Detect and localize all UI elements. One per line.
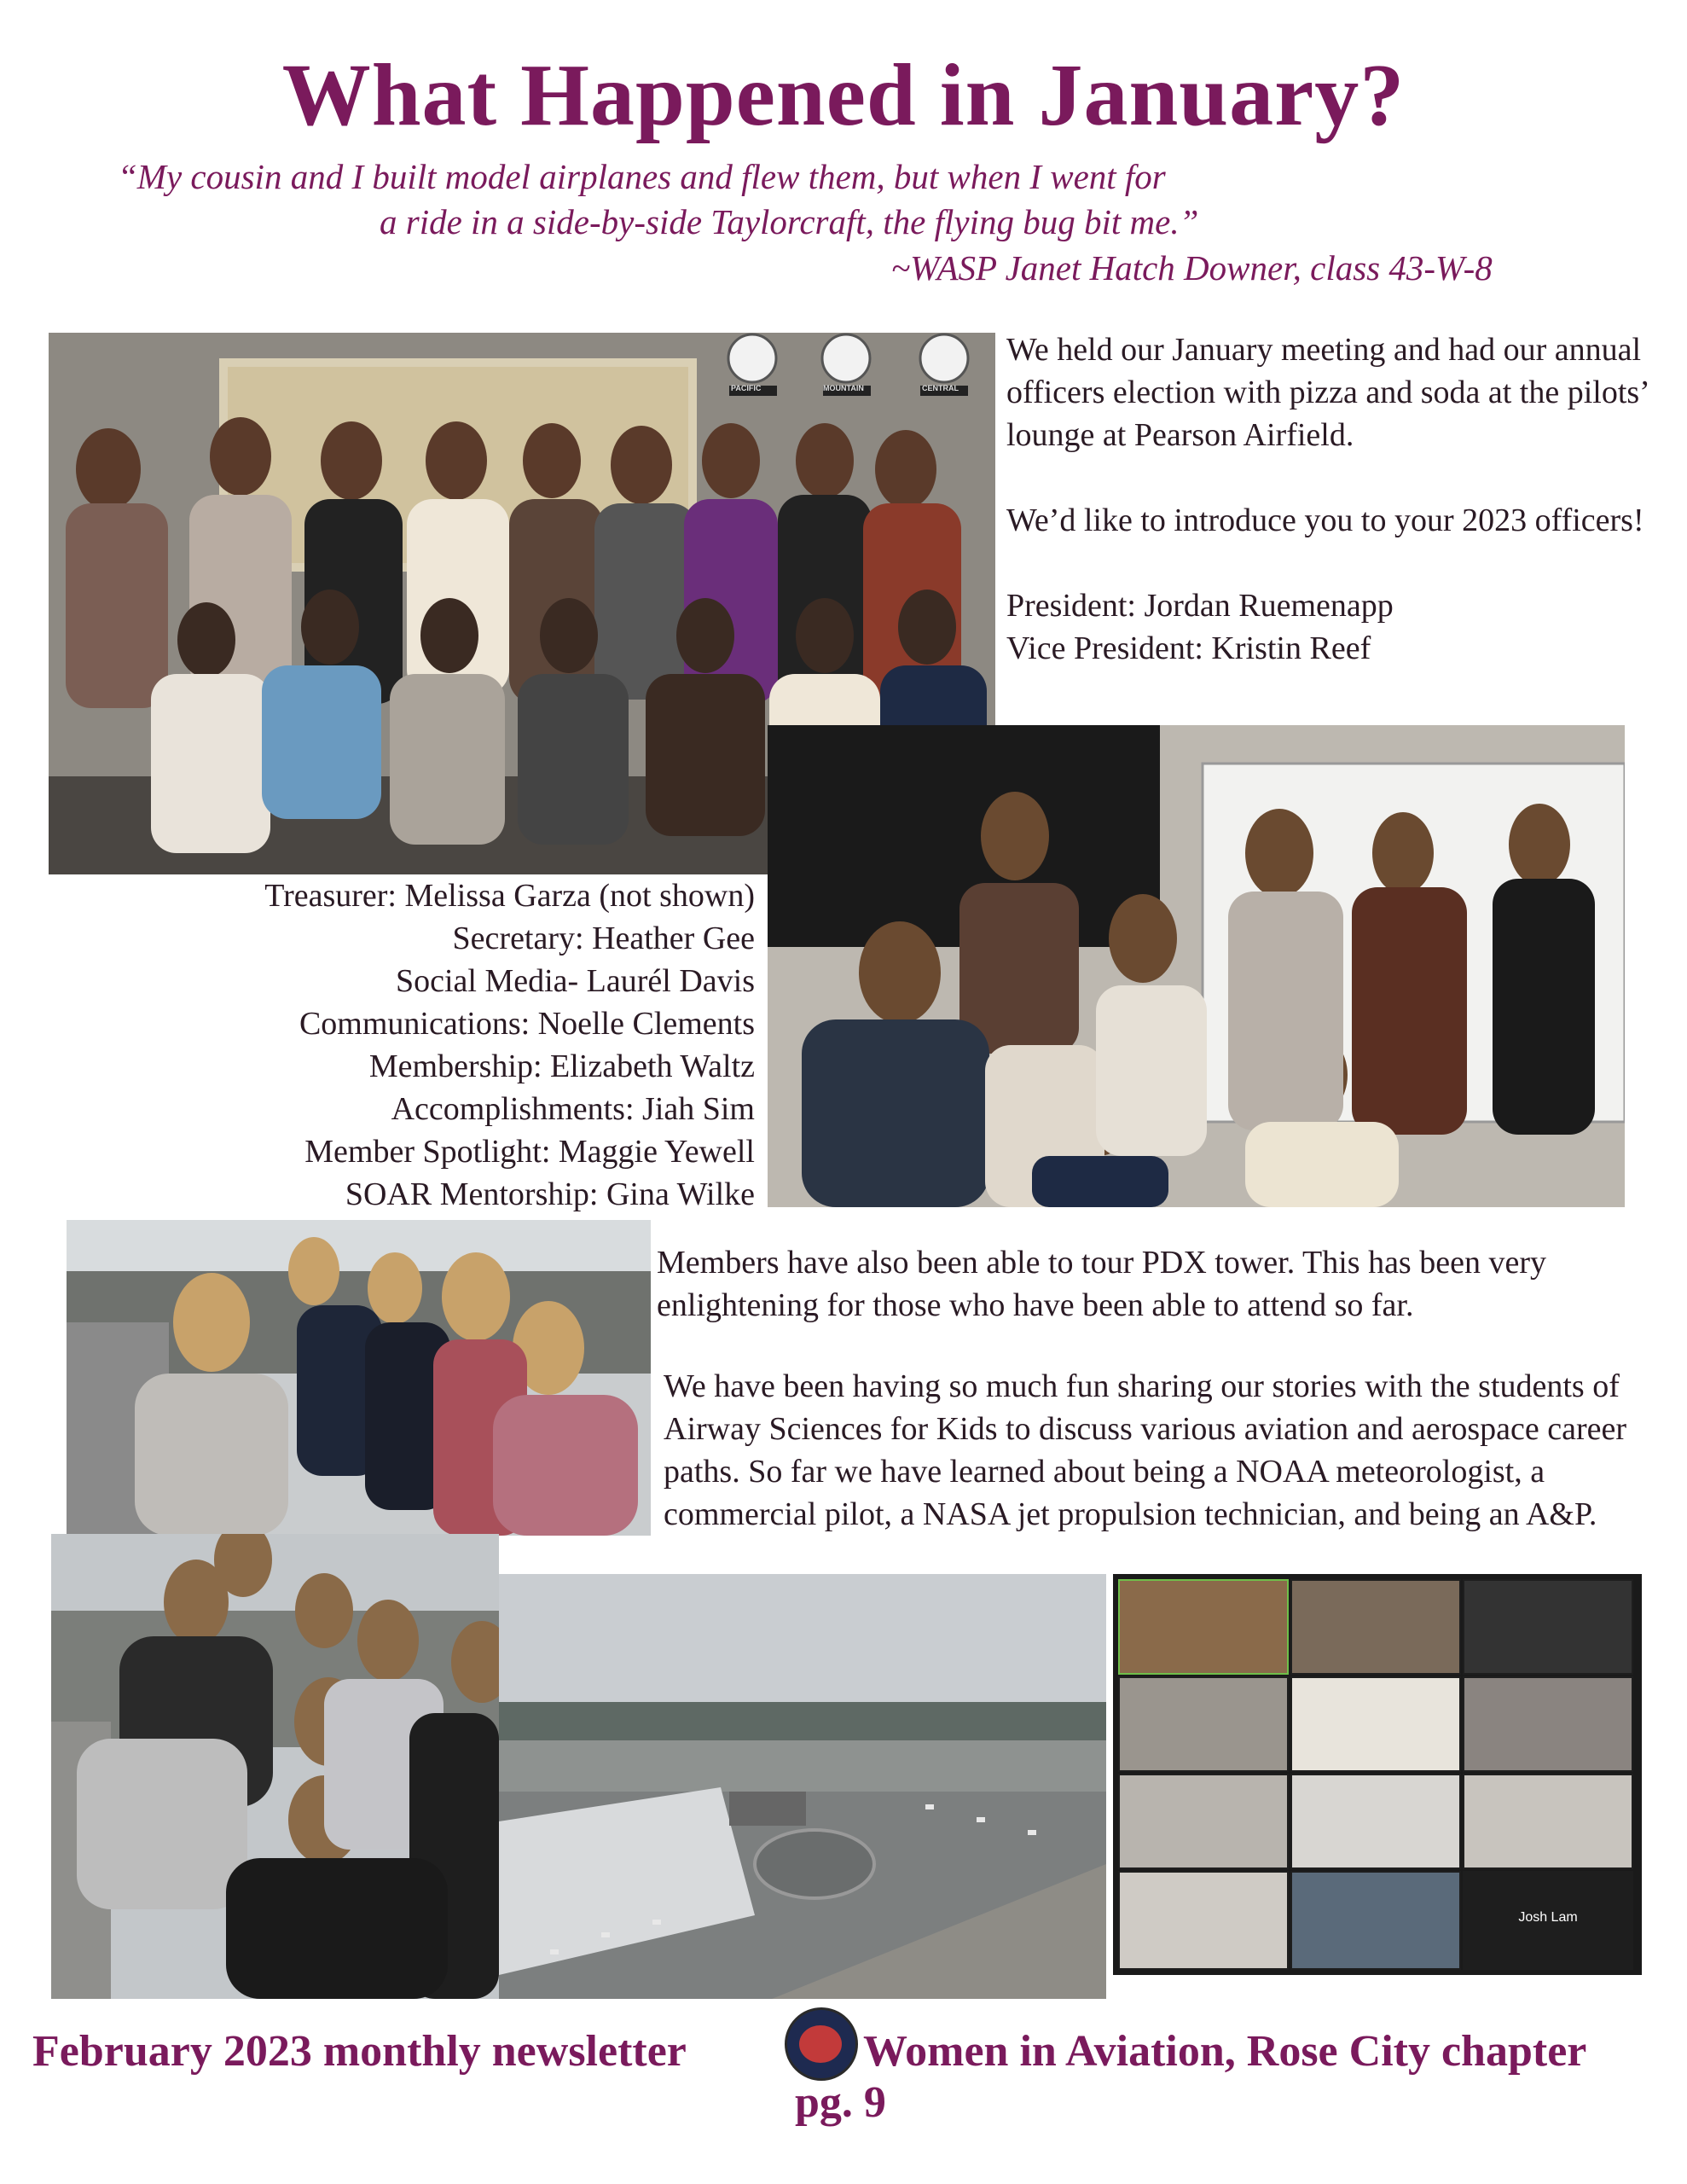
officers-list [128, 874, 755, 1216]
tower-photo-2 [51, 1534, 499, 1999]
page-title: What Happened in January? [281, 46, 1406, 144]
zoom-tile [1463, 1579, 1633, 1675]
zoom-tile [1118, 1871, 1289, 1970]
zoom-tile [1290, 1774, 1461, 1869]
quote-attribution: ~WASP Janet Hatch Downer, class 43-W-8 [891, 248, 1493, 288]
clock-label-central: CENTRAL [922, 384, 959, 392]
intro-text [1006, 328, 1655, 670]
zoom-tile [1290, 1871, 1461, 1970]
officer-secretary: Secretary: Heather Gee [452, 921, 755, 956]
officer-member-spotlight: Member Spotlight: Maggie Yewell [304, 1134, 755, 1170]
zoom-tile [1118, 1579, 1289, 1675]
clock-label-pacific: PACIFIC [731, 384, 762, 392]
chapter-logo [785, 2007, 858, 2081]
airport-aerial-photo [499, 1574, 1106, 1999]
zoom-tile-josh-lam [1463, 1871, 1633, 1970]
intro-paragraph-2: We’d like to introduce you to your 2023 officers! [1006, 502, 1644, 538]
zoom-participant-name: Josh Lam [1518, 1910, 1578, 1925]
officer-soar-mentorship: SOAR Mentorship: Gina Wilke [345, 1176, 755, 1212]
group-photo-classroom [768, 725, 1625, 1207]
quote-line-1: “My cousin and I built model airplanes and flew them, but when I went for [118, 157, 1166, 196]
officer-social-media: Social Media- Laurél Davis [395, 963, 755, 999]
zoom-call-screenshot [1113, 1574, 1642, 1975]
officer-treasurer: Treasurer: Melissa Garza (not shown) [264, 878, 755, 914]
zoom-tile [1118, 1774, 1289, 1869]
tower-paragraph-2: We have been having so much fun sharing our stories with the students of Airway Sciences for Kids to discuss various aviation and aerospace career paths. So far we have learned about being a NOAA meteorologist, a commercial pilot, a NASA jet propulsion technician, and being an A&P. [664, 1368, 1627, 1532]
vice-president-line: Vice President: Kristin Reef [1006, 630, 1371, 666]
zoom-tile [1290, 1676, 1461, 1772]
quote-line-2: a ride in a side-by-side Taylorcraft, the flying bug bit me.” [380, 202, 1199, 241]
zoom-tile [1463, 1676, 1633, 1772]
officer-accomplishments: Accomplishments: Jiah Sim [391, 1091, 755, 1127]
officer-communications: Communications: Noelle Clements [299, 1006, 755, 1042]
zoom-tile [1118, 1676, 1289, 1772]
intro-paragraph-1: We held our January meeting and had our annual officers election with pizza and soda at the pilots’ lounge at Pearson Airfield. [1006, 332, 1649, 453]
tower-paragraph-1: Members have also been able to tour PDX tower. This has been very enlightening for those who have been able to attend so far. [657, 1245, 1546, 1323]
president-line: President: Jordan Ruemenapp [1006, 588, 1394, 624]
zoom-tile [1463, 1774, 1633, 1869]
footer-chapter-name: Women in Aviation, Rose City chapter [863, 2027, 1587, 2076]
footer-newsletter-date: February 2023 monthly newsletter [32, 2027, 687, 2076]
officer-membership: Membership: Elizabeth Waltz [368, 1048, 755, 1084]
clock-label-mountain: MOUNTAIN [823, 384, 864, 392]
page-number: pg. 9 [795, 2078, 886, 2127]
tower-photo-1 [67, 1220, 651, 1536]
zoom-tile [1290, 1579, 1461, 1675]
